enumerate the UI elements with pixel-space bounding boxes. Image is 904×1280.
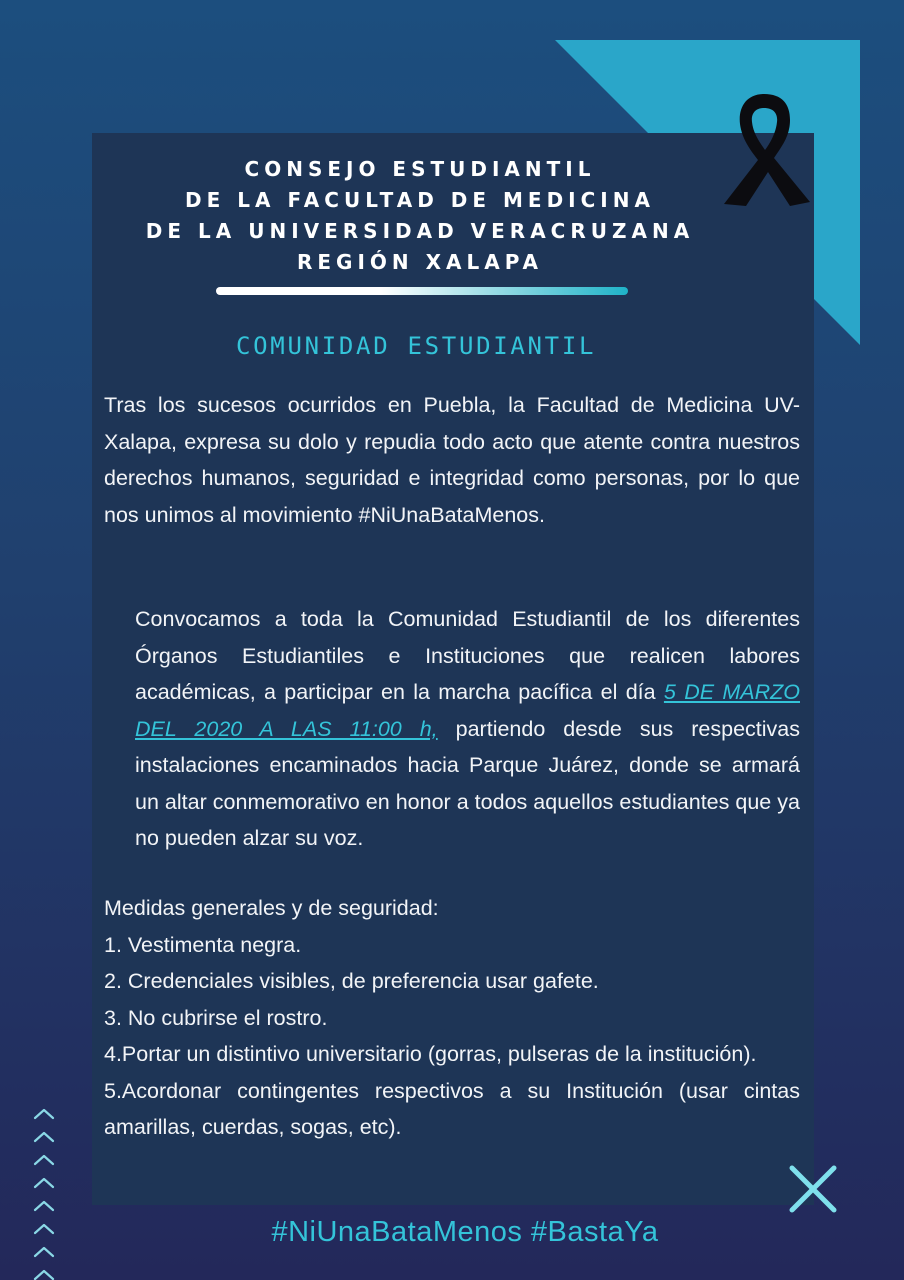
organization-title — [100, 154, 740, 278]
measures-title: Medidas generales y de seguridad: — [104, 896, 439, 920]
measure-item: 3. No cubrirse el rostro. — [104, 1005, 328, 1030]
measure-item: 2. Credenciales visibles, de preferencia usar gafete. — [104, 969, 599, 993]
measure-item: 5.Acordonar contingentes respectivos a su Institución (usar cintas amarillas, cuerdas, sogas, etc). — [104, 1078, 800, 1139]
title-line: REGIÓN XALAPA — [296, 250, 544, 274]
section-heading: COMUNIDAD ESTUDIANTIL — [236, 332, 597, 360]
title-line: DE LA FACULTAD DE MEDICINA — [185, 188, 655, 212]
intro-paragraph: Tras los sucesos ocurridos en Puebla, la Facultad de Medicina UV-Xalapa, expresa su dolo y repudia todo acto que atente contra nuestros derechos humanos, seguridad e integridad como personas, por lo que nos unimos al movimiento #NiUnaBataMenos. — [104, 393, 800, 527]
safety-measures — [104, 890, 800, 1146]
measure-item: 1. Vestimenta negra. — [104, 932, 302, 957]
convocation-text-after: partiendo desde sus respectivas instalaciones encaminados hacia Parque Juárez, donde se armará un altar conmemorativo en honor a todos aquellos estudiantes que ya no pueden alzar su voz. — [135, 716, 801, 850]
close-x-icon — [788, 1164, 838, 1214]
title-divider — [216, 287, 628, 295]
march-date-link[interactable]: 5 DE MARZO DEL 2020 A LAS 11:00 h, — [135, 680, 800, 741]
measure-item: 4.Portar un distintivo universitario (gorras, pulseras de la institución). — [104, 1042, 757, 1066]
title-line: CONSEJO ESTUDIANTIL — [244, 157, 596, 181]
footer-hashtags: #NiUnaBataMenos #BastaYa — [271, 1216, 659, 1248]
title-line: DE LA UNIVERSIDAD VERACRUZANA — [145, 219, 695, 243]
convocation-text-before: Convocamos a toda la Comunidad Estudiantil de los diferentes Órganos Estudiantiles e Instituciones que realicen labores académicas, a participar en la marcha pacífica el día — [135, 607, 800, 704]
chevron-up-icon — [30, 1100, 60, 1280]
convocation-paragraph — [135, 601, 800, 857]
